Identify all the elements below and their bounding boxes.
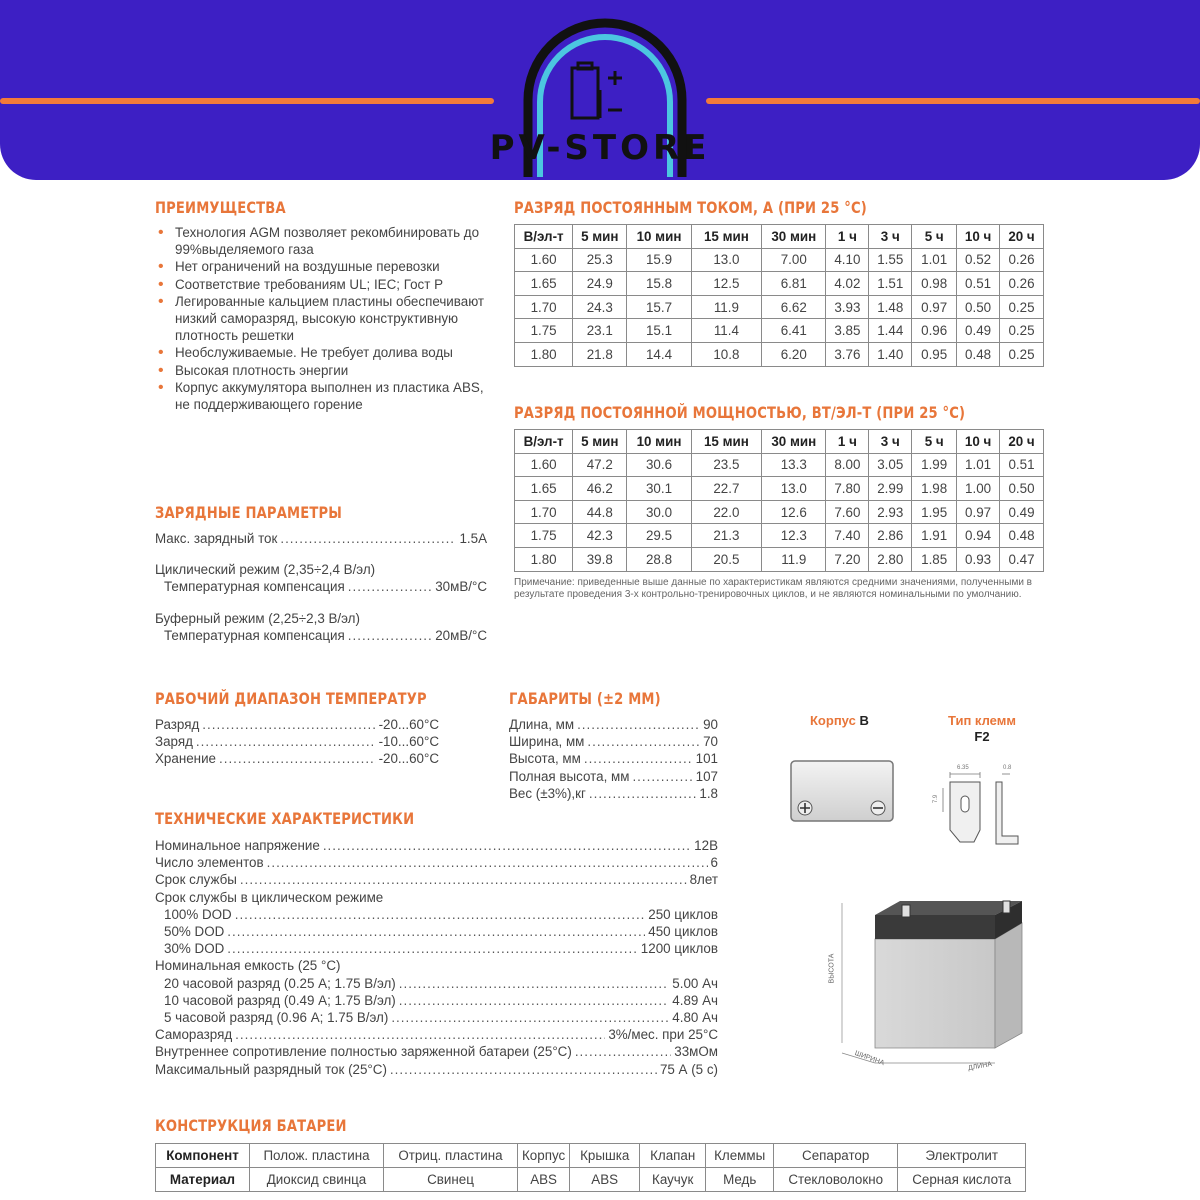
column-header: 30 мин [762, 430, 826, 454]
terminal-width-dim: 6.35 [957, 765, 969, 771]
table-cell: 0.25 [1000, 342, 1044, 366]
construction-cell: Корпус [518, 1144, 570, 1168]
table-cell: 1.99 [912, 453, 957, 477]
column-header: 10 мин [627, 430, 691, 454]
table-cell: 46.2 [573, 477, 627, 501]
table-cell: 15.8 [627, 272, 691, 296]
table-cell: 1.95 [912, 500, 957, 524]
tech-spec-row [155, 940, 718, 957]
advantage-item: • Нет ограничений на воздушные перевозки [155, 258, 495, 275]
max-charge-label: Макс. зарядный ток [155, 531, 278, 546]
accent-line-left [0, 98, 494, 104]
table-cell: 11.9 [762, 547, 826, 571]
table-cell: 22.7 [691, 477, 761, 501]
table-cell: 1.80 [515, 547, 573, 571]
tech-spec-value: 8лет [689, 872, 718, 888]
tech-spec-value: 4.80 Ач [672, 1010, 718, 1026]
table-cell: 1.65 [515, 272, 573, 296]
tech-spec-row [155, 923, 718, 940]
dimensions-list [509, 716, 718, 802]
construction-cell: Клеммы [706, 1144, 774, 1168]
tech-spec-value: 450 циклов [648, 924, 718, 940]
table-cell: 0.98 [912, 272, 957, 296]
construction-row-header: Компонент [156, 1144, 250, 1168]
column-header: В/эл-т [515, 430, 573, 454]
table-cell: 30.1 [627, 477, 691, 501]
table-header-row [515, 430, 1044, 454]
table-cell: 1.70 [515, 295, 573, 319]
table-cell: 30.6 [627, 453, 691, 477]
dimension-value: 107 [695, 768, 718, 784]
column-header: 10 ч [957, 430, 1000, 454]
charging-params [155, 530, 487, 644]
construction-cell: Диоксид свинца [250, 1168, 384, 1192]
advantage-item: • Технология AGM позволяет рекомбинировать до 99%выделяемого газа [155, 224, 495, 258]
table-row [515, 272, 1044, 296]
tech-spec-label: 20 часовой разряд (0.25 А; 1.75 В/эл) [164, 975, 396, 991]
max-charge-value: 1.5A [459, 531, 487, 546]
tech-spec-row [155, 906, 718, 923]
table-cell: 1.01 [957, 453, 1000, 477]
dimension-row [509, 716, 718, 733]
minus-terminal-icon [871, 801, 885, 815]
construction-row [156, 1168, 1026, 1192]
table-cell: 0.94 [957, 524, 1000, 548]
tech-spec-label: 10 часовой разряд (0.49 А; 1.75 В/эл) [164, 992, 396, 1008]
dimension-label: Длина, мм [509, 717, 575, 732]
construction-cell: Свинец [384, 1168, 518, 1192]
buffer-comp-label: Температурная компенсация [164, 627, 345, 643]
advantage-item: • Соответствие требованиям UL; IEC; Гост Р [155, 276, 495, 293]
table-cell: 44.8 [573, 500, 627, 524]
tech-spec-row [155, 889, 718, 906]
axis-height-label: ВЫСОТА [828, 953, 836, 984]
tech-spec-value: 75 А (5 с) [659, 1061, 718, 1077]
table-cell: 42.3 [573, 524, 627, 548]
tech-spec-value: 5.00 Ач [672, 975, 718, 991]
column-header: 5 ч [912, 225, 957, 249]
axis-length-label: ДЛИНА [967, 1060, 993, 1073]
tech-spec-row [155, 1009, 718, 1026]
terminal-label: Тип клемм [948, 713, 1016, 728]
construction-cell: Каучук [640, 1168, 706, 1192]
column-header: 1 ч [826, 430, 869, 454]
power-discharge-table [514, 429, 1044, 572]
table-cell: 7.80 [826, 477, 869, 501]
table-cell: 0.51 [1000, 453, 1044, 477]
table-cell: 4.02 [826, 272, 869, 296]
temperature-row [155, 750, 439, 767]
tech-spec-row [155, 1043, 718, 1060]
header-banner [0, 0, 1200, 180]
temperature-value: -10...60°С [378, 734, 439, 750]
dimension-row [509, 768, 718, 785]
construction-row-header: Материал [156, 1168, 250, 1192]
terminal-height-dim: 7.9 [933, 794, 940, 804]
table-cell: 11.4 [691, 319, 761, 343]
construction-cell: Электролит [898, 1144, 1026, 1168]
advantage-item: • Высокая плотность энергии [155, 362, 495, 379]
buffer-mode-row [155, 610, 487, 627]
tech-spec-row [155, 957, 718, 974]
construction-cell: Крышка [570, 1144, 640, 1168]
dimension-row [509, 733, 718, 750]
column-header: 5 мин [573, 430, 627, 454]
tech-spec-label: Номинальное напряжение [155, 838, 320, 853]
column-header: В/эл-т [515, 225, 573, 249]
table-cell: 0.96 [912, 319, 957, 343]
tech-spec-row [155, 837, 718, 854]
temperature-title: РАБОЧИЙ ДИАПАЗОН ТЕМПЕРАТУР [155, 689, 427, 708]
table-cell: 1.01 [912, 248, 957, 272]
table-row [515, 453, 1044, 477]
case-type-label [810, 713, 869, 728]
dimension-value: 90 [703, 717, 718, 732]
construction-cell: Клапан [640, 1144, 706, 1168]
table-cell: 2.99 [869, 477, 912, 501]
construction-cell: Отриц. пластина [384, 1144, 518, 1168]
battery-3d-drawing [800, 893, 1045, 1073]
temperature-row [155, 733, 439, 750]
table-cell: 23.1 [573, 319, 627, 343]
tech-spec-value: 1200 циклов [640, 941, 718, 957]
dimension-label: Вес (±3%),кг [509, 785, 586, 801]
table-cell: 6.62 [762, 295, 826, 319]
terminal-f2-icon [930, 760, 1030, 852]
construction-cell: Стекловолокно [774, 1168, 898, 1192]
table-cell: 6.20 [762, 342, 826, 366]
max-charge-row [155, 530, 487, 547]
accent-line-right [706, 98, 1200, 104]
table-cell: 1.65 [515, 477, 573, 501]
tech-spec-value: 250 циклов [648, 906, 718, 922]
cyclic-mode-label: Циклический режим (2,35÷2,4 В/эл) [155, 562, 376, 578]
table-cell: 21.8 [573, 342, 627, 366]
table-cell: 4.10 [826, 248, 869, 272]
temperature-value: -20...60°С [378, 717, 439, 732]
table-cell: 0.52 [957, 248, 1000, 272]
column-header: 15 мин [691, 430, 761, 454]
table-cell: 11.9 [691, 295, 761, 319]
table-cell: 8.00 [826, 453, 869, 477]
terminal-thickness-dim: 0.8 [1003, 765, 1012, 771]
column-header: 20 ч [1000, 430, 1044, 454]
table-cell: 1.60 [515, 453, 573, 477]
table-cell: 24.3 [573, 295, 627, 319]
table-cell: 39.8 [573, 547, 627, 571]
table-note: Примечание: приведенные выше данные по характеристикам являются средними значениями, полученными в результате проведения 3-х контрольно-тренировочных циклов, и не являются номинальными по умолчанию. [514, 577, 1032, 600]
table-cell: 12.6 [762, 500, 826, 524]
cyclic-comp-row [155, 578, 487, 595]
tech-spec-value: 3%/мес. при 25°С [608, 1027, 718, 1043]
power-table-title: РАЗРЯД ПОСТОЯННОЙ МОЩНОСТЬЮ, ВТ/ЭЛ-Т (ПРИ 25 °С) [514, 403, 966, 422]
table-cell: 47.2 [573, 453, 627, 477]
table-cell: 0.49 [957, 319, 1000, 343]
table-cell: 13.0 [691, 248, 761, 272]
table-row [515, 547, 1044, 571]
table-cell: 1.98 [912, 477, 957, 501]
tech-list [155, 837, 718, 1078]
tech-spec-row [155, 975, 718, 992]
column-header: 10 ч [957, 225, 1000, 249]
tech-title: ТЕХНИЧЕСКИЕ ХАРАКТЕРИСТИКИ [155, 809, 415, 828]
table-cell: 0.49 [1000, 500, 1044, 524]
temperature-label: Заряд [155, 734, 193, 750]
table-cell: 21.3 [691, 524, 761, 548]
table-cell: 12.3 [762, 524, 826, 548]
dimension-label: Ширина, мм [509, 734, 585, 750]
table-cell: 13.0 [762, 477, 826, 501]
table-cell: 7.00 [762, 248, 826, 272]
column-header: 10 мин [627, 225, 691, 249]
cyclic-mode-row [155, 561, 487, 578]
tech-spec-label: Номинальная емкость (25 °С) [155, 958, 341, 974]
table-cell: 0.26 [1000, 248, 1044, 272]
tech-spec-row [155, 992, 718, 1009]
table-cell: 3.76 [826, 342, 869, 366]
table-cell: 1.00 [957, 477, 1000, 501]
plus-terminal-icon [798, 801, 812, 815]
table-cell: 1.91 [912, 524, 957, 548]
current-table-title: РАЗРЯД ПОСТОЯННЫМ ТОКОМ, А (ПРИ 25 °С) [514, 198, 867, 217]
table-cell: 3.85 [826, 319, 869, 343]
dimension-label: Полная высота, мм [509, 768, 630, 784]
table-row [515, 319, 1044, 343]
table-cell: 6.81 [762, 272, 826, 296]
construction-row [156, 1144, 1026, 1168]
table-cell: 0.25 [1000, 295, 1044, 319]
table-cell: 0.50 [957, 295, 1000, 319]
terminal-type-label [943, 713, 1021, 744]
table-cell: 1.40 [869, 342, 912, 366]
table-cell: 1.44 [869, 319, 912, 343]
column-header: 15 мин [691, 225, 761, 249]
tech-spec-label: Срок службы [155, 872, 237, 888]
table-cell: 0.26 [1000, 272, 1044, 296]
current-discharge-table [514, 224, 1044, 367]
buffer-comp-value: 20мВ/°С [435, 627, 487, 643]
case-top-drawing [788, 758, 896, 824]
brand-name: PV-STORE [489, 128, 711, 168]
dimensions-title: ГАБАРИТЫ (±2 ММ) [509, 689, 661, 708]
table-cell: 6.41 [762, 319, 826, 343]
construction-cell: ABS [518, 1168, 570, 1192]
table-cell: 15.7 [627, 295, 691, 319]
dimension-value: 101 [695, 751, 718, 767]
dimension-value: 70 [703, 734, 718, 750]
tech-spec-label: 50% DOD [164, 924, 225, 940]
temperature-row [155, 716, 439, 733]
table-cell: 0.51 [957, 272, 1000, 296]
table-cell: 3.93 [826, 295, 869, 319]
tech-spec-row [155, 871, 718, 888]
tech-spec-label: 30% DOD [164, 941, 225, 957]
table-cell: 1.48 [869, 295, 912, 319]
column-header: 3 ч [869, 225, 912, 249]
temperature-label: Хранение [155, 751, 216, 767]
battery-plus-minus-icon [568, 60, 640, 124]
buffer-comp-row [155, 627, 487, 644]
table-cell: 1.51 [869, 272, 912, 296]
table-cell: 1.85 [912, 547, 957, 571]
column-header: 1 ч [826, 225, 869, 249]
table-cell: 14.4 [627, 342, 691, 366]
tech-spec-value: 33мОм [674, 1044, 718, 1060]
table-row [515, 500, 1044, 524]
table-cell: 25.3 [573, 248, 627, 272]
table-row [515, 524, 1044, 548]
dimension-row [509, 750, 718, 767]
table-cell: 7.40 [826, 524, 869, 548]
table-cell: 1.70 [515, 500, 573, 524]
table-row [515, 295, 1044, 319]
table-cell: 1.55 [869, 248, 912, 272]
tech-spec-row [155, 854, 718, 871]
buffer-mode-label: Буферный режим (2,25÷2,3 В/эл) [155, 610, 360, 626]
tech-spec-value: 12В [694, 838, 718, 853]
construction-table [155, 1143, 1026, 1192]
table-cell: 1.75 [515, 524, 573, 548]
construction-title: КОНСТРУКЦИЯ БАТАРЕИ [155, 1116, 347, 1135]
table-row [515, 477, 1044, 501]
table-cell: 0.93 [957, 547, 1000, 571]
dimension-row [509, 785, 718, 802]
tech-spec-label: Максимальный разрядный ток (25°С) [155, 1061, 387, 1077]
tech-spec-label: Саморазряд [155, 1027, 233, 1043]
table-row [515, 342, 1044, 366]
table-cell: 1.80 [515, 342, 573, 366]
cyclic-comp-value: 30мВ/°С [435, 579, 487, 595]
table-cell: 0.48 [957, 342, 1000, 366]
table-cell: 22.0 [691, 500, 761, 524]
charging-title: ЗАРЯДНЫЕ ПАРАМЕТРЫ [155, 503, 343, 522]
column-header: 5 мин [573, 225, 627, 249]
cyclic-comp-label: Температурная компенсация [164, 579, 345, 595]
construction-cell: Сепаратор [774, 1144, 898, 1168]
tech-spec-label: 100% DOD [164, 906, 232, 922]
table-cell: 2.93 [869, 500, 912, 524]
dimension-label: Высота, мм [509, 751, 581, 767]
construction-cell: Полож. пластина [250, 1144, 384, 1168]
table-cell: 0.48 [1000, 524, 1044, 548]
table-cell: 0.25 [1000, 319, 1044, 343]
tech-spec-row [155, 1026, 718, 1043]
table-cell: 13.3 [762, 453, 826, 477]
temperature-list [155, 716, 439, 768]
table-cell: 29.5 [627, 524, 691, 548]
terminal-drawing [930, 760, 1030, 852]
table-cell: 2.80 [869, 547, 912, 571]
advantages-title: ПРЕИМУЩЕСТВА [155, 198, 286, 217]
table-cell: 12.5 [691, 272, 761, 296]
column-header: 3 ч [869, 430, 912, 454]
column-header: 5 ч [912, 430, 957, 454]
table-cell: 0.97 [957, 500, 1000, 524]
table-cell: 23.5 [691, 453, 761, 477]
advantages-list [155, 224, 495, 413]
terminal-value: F2 [974, 729, 990, 744]
table-cell: 10.8 [691, 342, 761, 366]
construction-cell: Медь [706, 1168, 774, 1192]
table-cell: 30.0 [627, 500, 691, 524]
table-header-row [515, 225, 1044, 249]
tech-spec-value: 6 [710, 855, 718, 871]
axis-width-label: ШИРИНА [853, 1049, 886, 1068]
table-cell: 24.9 [573, 272, 627, 296]
construction-cell: Серная кислота [898, 1168, 1026, 1192]
dimension-value: 1.8 [699, 785, 718, 801]
case-value: B [859, 713, 869, 728]
advantage-item: • Необслуживаемые. Не требует долива воды [155, 344, 495, 361]
table-cell: 7.20 [826, 547, 869, 571]
table-cell: 7.60 [826, 500, 869, 524]
table-cell: 0.97 [912, 295, 957, 319]
table-cell: 0.50 [1000, 477, 1044, 501]
table-cell: 28.8 [627, 547, 691, 571]
table-row [515, 248, 1044, 272]
temperature-label: Разряд [155, 717, 200, 732]
advantage-item: • Легированные кальцием пластины обеспечивают низкий саморазряд, высокую конструктивную плотность решетки [155, 293, 495, 345]
construction-cell: ABS [570, 1168, 640, 1192]
table-cell: 0.95 [912, 342, 957, 366]
table-cell: 1.75 [515, 319, 573, 343]
table-cell: 20.5 [691, 547, 761, 571]
tech-spec-row [155, 1061, 718, 1078]
tech-spec-value: 4.89 Ач [672, 992, 718, 1008]
table-cell: 15.9 [627, 248, 691, 272]
table-cell: 1.60 [515, 248, 573, 272]
table-cell: 0.47 [1000, 547, 1044, 571]
table-cell: 3.05 [869, 453, 912, 477]
tech-spec-label: Число элементов [155, 855, 264, 871]
table-cell: 2.86 [869, 524, 912, 548]
tech-spec-label: 5 часовой разряд (0.96 А; 1.75 В/эл) [164, 1010, 389, 1026]
column-header: 30 мин [762, 225, 826, 249]
battery-body-icon [800, 893, 1045, 1073]
column-header: 20 ч [1000, 225, 1044, 249]
tech-spec-label: Срок службы в циклическом режиме [155, 889, 384, 905]
table-cell: 15.1 [627, 319, 691, 343]
temperature-value: -20...60°С [378, 751, 439, 767]
tech-spec-label: Внутреннее сопротивление полностью заряженной батареи (25°С) [155, 1044, 572, 1060]
case-label: Корпус [810, 713, 856, 728]
advantage-item: • Корпус аккумулятора выполнен из пластика ABS, не поддерживающего горение [155, 379, 495, 413]
